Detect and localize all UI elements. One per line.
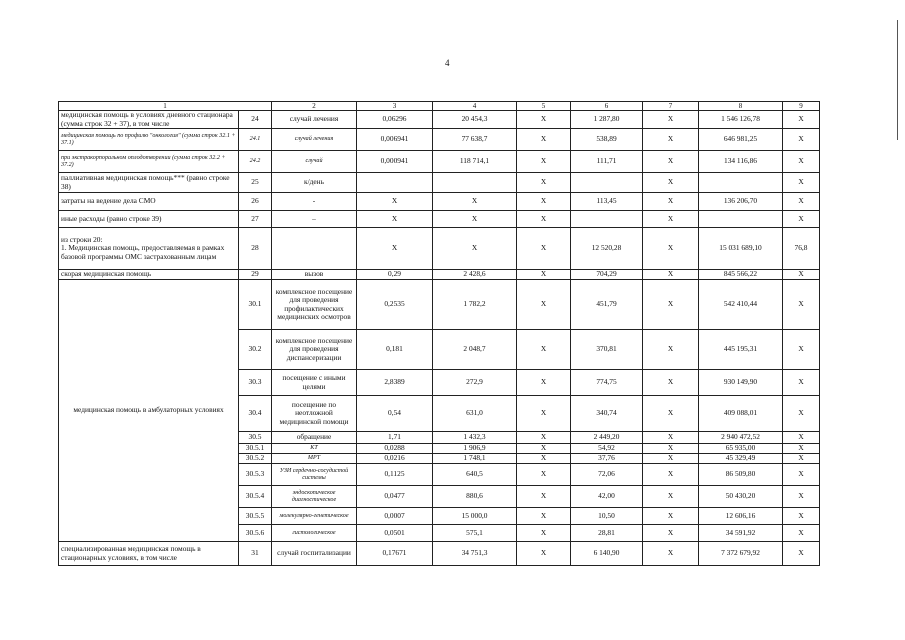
table-row: [59, 111, 820, 129]
value-cell: X: [643, 173, 699, 193]
row-number: 24.1: [239, 129, 272, 151]
row-number: 29: [239, 270, 272, 280]
value-cell: 10,50: [571, 508, 643, 525]
value-cell: X: [517, 330, 571, 370]
value-cell: [357, 173, 433, 193]
row-number: 24.2: [239, 151, 272, 173]
value-cell: X: [517, 193, 571, 211]
header-cell: 6: [571, 102, 643, 111]
value-cell: 542 410,44: [699, 280, 783, 330]
value-cell: 2 048,7: [433, 330, 517, 370]
value-cell: X: [643, 193, 699, 211]
row-label: скорая медицинская помощь: [59, 270, 239, 280]
unit-cell: случай лечения: [272, 129, 357, 151]
value-cell: X: [643, 270, 699, 280]
value-cell: X: [783, 270, 820, 280]
value-cell: 1,71: [357, 432, 433, 444]
value-cell: X: [517, 454, 571, 464]
value-cell: X: [643, 396, 699, 432]
row-label: затраты на ведение дела СМО: [59, 193, 239, 211]
row-number: 27: [239, 211, 272, 228]
value-cell: 0,17671: [357, 542, 433, 566]
value-cell: 136 206,70: [699, 193, 783, 211]
value-cell: 646 981,25: [699, 129, 783, 151]
unit-cell: обращение: [272, 432, 357, 444]
row-number: 30.5.4: [239, 486, 272, 508]
value-cell: X: [517, 129, 571, 151]
value-cell: 2 449,20: [571, 432, 643, 444]
value-cell: 1 748,1: [433, 454, 517, 464]
row-label: паллиативная медицинская помощь*** (равно строке 38): [59, 173, 239, 193]
row-number: 30.4: [239, 396, 272, 432]
value-cell: 445 195,31: [699, 330, 783, 370]
funding-table: [58, 101, 820, 566]
table-row: [59, 280, 820, 330]
value-cell: X: [783, 525, 820, 542]
value-cell: X: [643, 444, 699, 454]
value-cell: 575,1: [433, 525, 517, 542]
value-cell: X: [783, 464, 820, 486]
value-cell: X: [517, 508, 571, 525]
value-cell: 134 116,86: [699, 151, 783, 173]
value-cell: X: [357, 228, 433, 270]
value-cell: 37,76: [571, 454, 643, 464]
value-cell: X: [783, 396, 820, 432]
value-cell: X: [643, 228, 699, 270]
value-cell: X: [517, 211, 571, 228]
unit-cell: посещение с иными целями: [272, 370, 357, 396]
header-cell: 3: [357, 102, 433, 111]
row-number: 30.5: [239, 432, 272, 444]
value-cell: 86 509,80: [699, 464, 783, 486]
value-cell: X: [517, 173, 571, 193]
value-cell: X: [643, 111, 699, 129]
value-cell: X: [517, 270, 571, 280]
row-number: 31: [239, 542, 272, 566]
value-cell: [699, 211, 783, 228]
row-label: медицинская помощь в условиях дневного стационара (сумма строк 32 + 37), в том числе: [59, 111, 239, 129]
value-cell: X: [783, 151, 820, 173]
unit-cell: эндоскопическое диагностическое: [272, 486, 357, 508]
header-cell: 7: [643, 102, 699, 111]
value-cell: [433, 173, 517, 193]
value-cell: 845 566,22: [699, 270, 783, 280]
row-number: 30.5.1: [239, 444, 272, 454]
header-cell: 1: [59, 102, 272, 111]
value-cell: X: [783, 111, 820, 129]
value-cell: 631,0: [433, 396, 517, 432]
value-cell: 930 149,90: [699, 370, 783, 396]
value-cell: X: [357, 211, 433, 228]
value-cell: 42,00: [571, 486, 643, 508]
table-row: [59, 270, 820, 280]
unit-cell: случай лечения: [272, 111, 357, 129]
value-cell: X: [783, 173, 820, 193]
value-cell: X: [643, 464, 699, 486]
value-cell: 12 520,28: [571, 228, 643, 270]
value-cell: X: [517, 542, 571, 566]
unit-cell: случай: [272, 151, 357, 173]
value-cell: X: [433, 211, 517, 228]
row-number: 24: [239, 111, 272, 129]
value-cell: X: [783, 486, 820, 508]
value-cell: X: [433, 193, 517, 211]
value-cell: X: [643, 432, 699, 444]
value-cell: 0,2535: [357, 280, 433, 330]
value-cell: X: [643, 129, 699, 151]
value-cell: X: [643, 542, 699, 566]
value-cell: X: [783, 370, 820, 396]
value-cell: 65 935,00: [699, 444, 783, 454]
page-edge-line: [897, 20, 898, 140]
value-cell: X: [643, 151, 699, 173]
value-cell: 2 428,6: [433, 270, 517, 280]
page-number: 4: [445, 58, 450, 68]
value-cell: 1 287,80: [571, 111, 643, 129]
header-cell: 9: [783, 102, 820, 111]
value-cell: 272,9: [433, 370, 517, 396]
row-label: иные расходы (равно строке 39): [59, 211, 239, 228]
row-number: 30.5.2: [239, 454, 272, 464]
unit-cell: КТ: [272, 444, 357, 454]
value-cell: X: [517, 464, 571, 486]
value-cell: 0,006941: [357, 129, 433, 151]
value-cell: X: [517, 486, 571, 508]
value-cell: X: [517, 228, 571, 270]
value-cell: 54,92: [571, 444, 643, 454]
header-cell: 2: [272, 102, 357, 111]
table-row: [59, 193, 820, 211]
header-cell: 8: [699, 102, 783, 111]
unit-cell: комплексное посещение для проведения профилактических медицинских осмотров: [272, 280, 357, 330]
row-number: 28: [239, 228, 272, 270]
value-cell: [571, 211, 643, 228]
value-cell: 0,1125: [357, 464, 433, 486]
value-cell: X: [517, 111, 571, 129]
value-cell: X: [643, 454, 699, 464]
value-cell: X: [643, 330, 699, 370]
value-cell: 113,45: [571, 193, 643, 211]
unit-cell: [272, 228, 357, 270]
value-cell: 77 638,7: [433, 129, 517, 151]
table-row: [59, 129, 820, 151]
value-cell: 409 088,01: [699, 396, 783, 432]
value-cell: X: [643, 525, 699, 542]
unit-cell: МРТ: [272, 454, 357, 464]
value-cell: X: [517, 396, 571, 432]
value-cell: 6 140,90: [571, 542, 643, 566]
header-cell: 5: [517, 102, 571, 111]
unit-cell: посещение по неотложной медицинской помощи: [272, 396, 357, 432]
value-cell: 0,06296: [357, 111, 433, 129]
value-cell: 2,8389: [357, 370, 433, 396]
header-row: [59, 102, 820, 111]
value-cell: X: [517, 280, 571, 330]
value-cell: 76,8: [783, 228, 820, 270]
value-cell: X: [783, 193, 820, 211]
value-cell: X: [357, 193, 433, 211]
header-cell: 4: [433, 102, 517, 111]
value-cell: X: [643, 486, 699, 508]
unit-cell: случай госпитализации: [272, 542, 357, 566]
value-cell: 0,29: [357, 270, 433, 280]
value-cell: 704,29: [571, 270, 643, 280]
value-cell: X: [433, 228, 517, 270]
table-row: [59, 173, 820, 193]
value-cell: 72,06: [571, 464, 643, 486]
value-cell: 1 432,3: [433, 432, 517, 444]
value-cell: [699, 173, 783, 193]
value-cell: X: [643, 211, 699, 228]
unit-cell: УЗИ сердечно-сосудистой системы: [272, 464, 357, 486]
value-cell: 0,0501: [357, 525, 433, 542]
value-cell: X: [783, 280, 820, 330]
value-cell: 0,0007: [357, 508, 433, 525]
table-row: [59, 228, 820, 270]
row-number: 30.2: [239, 330, 272, 370]
value-cell: X: [783, 211, 820, 228]
value-cell: X: [517, 444, 571, 454]
value-cell: X: [517, 151, 571, 173]
value-cell: X: [517, 525, 571, 542]
value-cell: 1 906,9: [433, 444, 517, 454]
value-cell: X: [783, 542, 820, 566]
value-cell: X: [783, 454, 820, 464]
value-cell: 0,0477: [357, 486, 433, 508]
row-label: медицинская помощь по профилю "онкология" (сумма строк 32.1 + 37.1): [59, 129, 239, 151]
value-cell: 7 372 679,92: [699, 542, 783, 566]
unit-cell: молекулярно-генетическое: [272, 508, 357, 525]
value-cell: 0,181: [357, 330, 433, 370]
value-cell: 774,75: [571, 370, 643, 396]
value-cell: 0,0216: [357, 454, 433, 464]
value-cell: [571, 173, 643, 193]
row-number: 30.5.3: [239, 464, 272, 486]
row-number: 30.5.6: [239, 525, 272, 542]
value-cell: 50 430,20: [699, 486, 783, 508]
row-label: при экстракорпоральном оплодотворении (сумма строк 32.2 + 37.2): [59, 151, 239, 173]
value-cell: 0,54: [357, 396, 433, 432]
value-cell: 370,81: [571, 330, 643, 370]
value-cell: 111,71: [571, 151, 643, 173]
unit-cell: вызов: [272, 270, 357, 280]
value-cell: 1 782,2: [433, 280, 517, 330]
value-cell: 1 546 126,78: [699, 111, 783, 129]
value-cell: X: [517, 370, 571, 396]
value-cell: 340,74: [571, 396, 643, 432]
value-cell: 20 454,3: [433, 111, 517, 129]
value-cell: 118 714,1: [433, 151, 517, 173]
value-cell: 15 031 689,10: [699, 228, 783, 270]
ambulatory-label: медицинская помощь в амбулаторных условиях: [59, 280, 239, 542]
value-cell: X: [783, 444, 820, 454]
row-number: 30.5.5: [239, 508, 272, 525]
value-cell: 451,79: [571, 280, 643, 330]
unit-cell: гистологическое: [272, 525, 357, 542]
row-label: специализированная медицинская помощь в стационарных условиях, в том числе: [59, 542, 239, 566]
value-cell: X: [643, 508, 699, 525]
value-cell: 0,0288: [357, 444, 433, 454]
value-cell: X: [783, 129, 820, 151]
table-row: [59, 542, 820, 566]
value-cell: 45 329,49: [699, 454, 783, 464]
unit-cell: –: [272, 211, 357, 228]
value-cell: 15 000,0: [433, 508, 517, 525]
value-cell: X: [783, 330, 820, 370]
unit-cell: -: [272, 193, 357, 211]
value-cell: 12 606,16: [699, 508, 783, 525]
value-cell: X: [783, 508, 820, 525]
value-cell: 34 751,3: [433, 542, 517, 566]
value-cell: X: [783, 432, 820, 444]
row-number: 30.3: [239, 370, 272, 396]
row-label: из строки 20: 1. Медицинская помощь, предоставляемая в рамках базовой программы ОМС застрахованным лицам: [59, 228, 239, 270]
value-cell: X: [517, 432, 571, 444]
value-cell: 34 591,92: [699, 525, 783, 542]
value-cell: X: [643, 280, 699, 330]
table-row: [59, 211, 820, 228]
value-cell: 640,5: [433, 464, 517, 486]
unit-cell: комплексное посещение для проведения диспансеризации: [272, 330, 357, 370]
value-cell: 0,000941: [357, 151, 433, 173]
value-cell: 880,6: [433, 486, 517, 508]
row-number: 26: [239, 193, 272, 211]
row-number: 25: [239, 173, 272, 193]
value-cell: 538,89: [571, 129, 643, 151]
value-cell: 2 940 472,52: [699, 432, 783, 444]
unit-cell: к/день: [272, 173, 357, 193]
value-cell: X: [643, 370, 699, 396]
table-row: [59, 151, 820, 173]
value-cell: 28,81: [571, 525, 643, 542]
row-number: 30.1: [239, 280, 272, 330]
